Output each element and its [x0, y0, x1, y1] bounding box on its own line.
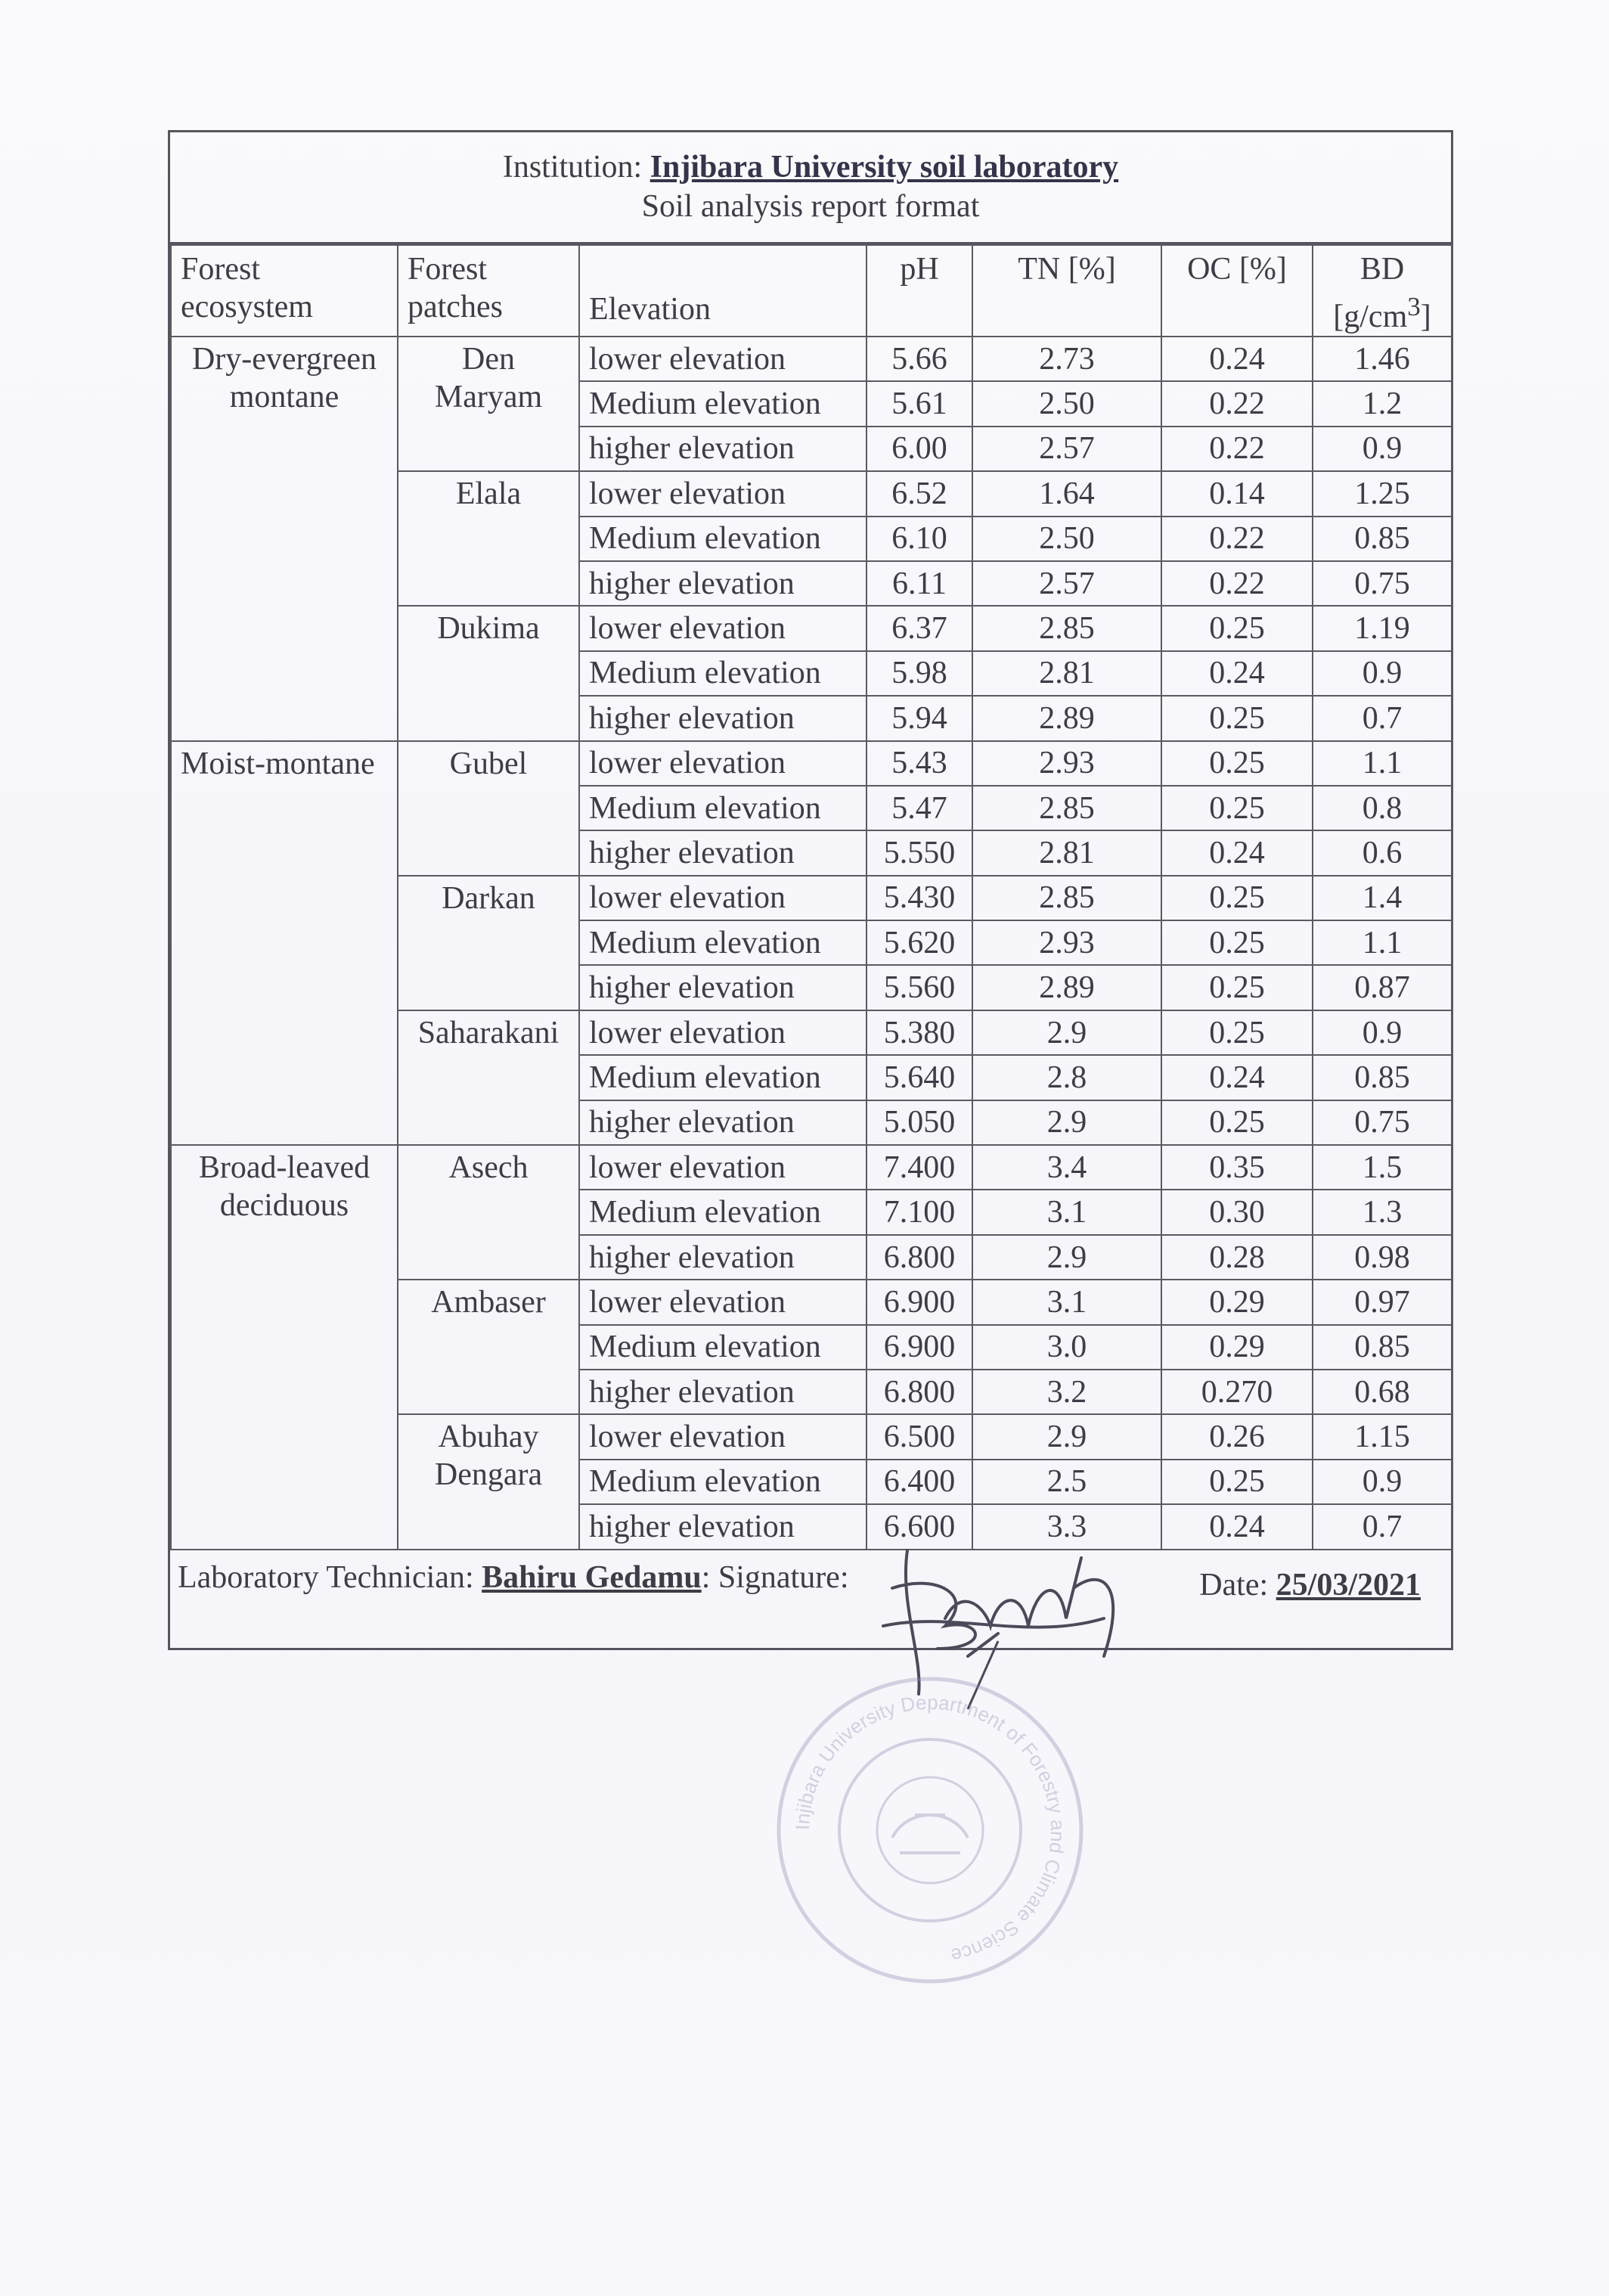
tn-cell: 2.81 — [972, 830, 1161, 875]
ph-cell: 5.050 — [867, 1100, 972, 1145]
ph-cell: 6.800 — [867, 1235, 972, 1280]
bd-cell: 0.9 — [1313, 1010, 1452, 1055]
col-header-patches: Forest patches — [398, 245, 579, 337]
elevation-cell: Medium elevation — [579, 1325, 867, 1370]
elevation-cell: higher elevation — [579, 1100, 867, 1145]
ph-cell: 5.640 — [867, 1055, 972, 1100]
table-header-row — [171, 245, 1452, 337]
bd-cell: 1.4 — [1313, 876, 1452, 920]
ph-cell: 6.00 — [867, 427, 972, 471]
forest-patch-cell: Darkan — [398, 876, 579, 1010]
oc-cell: 0.25 — [1161, 741, 1313, 786]
elevation-cell: higher elevation — [579, 696, 867, 740]
tn-cell: 2.57 — [972, 561, 1161, 606]
report-subtitle: Soil analysis report format — [641, 189, 980, 224]
bd-cell: 1.15 — [1313, 1414, 1452, 1459]
bd-cell: 0.75 — [1313, 1100, 1452, 1145]
bd-cell: 1.2 — [1313, 381, 1452, 426]
bd-label-end: ] — [1420, 299, 1431, 334]
tn-cell: 3.4 — [972, 1145, 1161, 1190]
technician-label: Laboratory Technician: — [178, 1559, 482, 1595]
date-value: 25/03/2021 — [1276, 1567, 1421, 1603]
elevation-cell: lower elevation — [579, 471, 867, 516]
ph-cell: 5.66 — [867, 337, 972, 381]
official-stamp — [764, 1664, 1096, 1997]
tn-cell: 2.9 — [972, 1414, 1161, 1459]
elevation-cell: lower elevation — [579, 606, 867, 650]
tn-cell: 3.0 — [972, 1325, 1161, 1370]
tn-cell: 2.9 — [972, 1010, 1161, 1055]
bd-unit-superscript: 3 — [1407, 292, 1421, 321]
elevation-cell: lower elevation — [579, 337, 867, 381]
forest-patch-cell: Elala — [398, 471, 579, 606]
elevation-cell: Medium elevation — [579, 1055, 867, 1100]
soil-data-table — [170, 244, 1452, 1550]
elevation-cell: Medium elevation — [579, 381, 867, 426]
seal-text: Injibara University Department of Forestry and Climate Science — [790, 1690, 1070, 1968]
elevation-cell: higher elevation — [579, 561, 867, 606]
elevation-cell: lower elevation — [579, 1010, 867, 1055]
signature-label: : Signature: — [701, 1559, 849, 1595]
ph-cell: 6.800 — [867, 1370, 972, 1414]
bd-cell: 1.1 — [1313, 741, 1452, 786]
oc-cell: 0.28 — [1161, 1235, 1313, 1280]
oc-cell: 0.35 — [1161, 1145, 1313, 1190]
oc-cell: 0.24 — [1161, 1504, 1313, 1549]
elevation-cell: Medium elevation — [579, 651, 867, 696]
oc-cell: 0.29 — [1161, 1325, 1313, 1370]
table-row — [171, 337, 1452, 381]
tn-cell: 3.3 — [972, 1504, 1161, 1549]
bd-cell: 0.8 — [1313, 786, 1452, 830]
oc-cell: 0.25 — [1161, 1010, 1313, 1055]
oc-cell: 0.25 — [1161, 696, 1313, 740]
ph-cell: 5.47 — [867, 786, 972, 830]
oc-cell: 0.24 — [1161, 337, 1313, 381]
elevation-cell: higher elevation — [579, 427, 867, 471]
oc-cell: 0.25 — [1161, 965, 1313, 1010]
bd-cell: 0.7 — [1313, 1504, 1452, 1549]
elevation-cell: Medium elevation — [579, 1190, 867, 1234]
col-header-elevation: Elevation — [579, 245, 867, 337]
oc-cell: 0.25 — [1161, 920, 1313, 965]
forest-ecosystem-cell: Moist-montane — [171, 741, 398, 1146]
date-label: Date: — [1199, 1567, 1276, 1603]
oc-cell: 0.24 — [1161, 830, 1313, 875]
oc-cell: 0.22 — [1161, 427, 1313, 471]
institution-line — [170, 147, 1451, 187]
bd-cell: 0.97 — [1313, 1280, 1452, 1324]
oc-cell: 0.270 — [1161, 1370, 1313, 1414]
table-row — [171, 1145, 1452, 1190]
tn-cell: 2.57 — [972, 427, 1161, 471]
tn-cell: 3.2 — [972, 1370, 1161, 1414]
tn-cell: 2.89 — [972, 965, 1161, 1010]
ph-cell: 5.61 — [867, 381, 972, 426]
col-header-ecosystem: Forest ecosystem — [171, 245, 398, 337]
tn-cell: 2.85 — [972, 606, 1161, 650]
ph-cell: 5.620 — [867, 920, 972, 965]
oc-cell: 0.25 — [1161, 606, 1313, 650]
forest-patch-cell: Asech — [398, 1145, 579, 1280]
tn-cell: 2.9 — [972, 1100, 1161, 1145]
tn-cell: 2.85 — [972, 876, 1161, 920]
bd-cell: 0.68 — [1313, 1370, 1452, 1414]
elevation-cell: Medium elevation — [579, 517, 867, 561]
ph-cell: 6.400 — [867, 1460, 972, 1504]
forest-patch-cell: Den Maryam — [398, 337, 579, 471]
ph-cell: 5.43 — [867, 741, 972, 786]
tn-cell: 2.50 — [972, 517, 1161, 561]
bd-cell: 0.7 — [1313, 696, 1452, 740]
bd-label: BD [g/cm — [1333, 252, 1408, 334]
tn-cell: 2.9 — [972, 1235, 1161, 1280]
elevation-cell: Medium elevation — [579, 1460, 867, 1504]
tn-cell: 3.1 — [972, 1280, 1161, 1324]
ph-cell: 6.52 — [867, 471, 972, 516]
elevation-cell: higher elevation — [579, 1504, 867, 1549]
soil-analysis-report — [168, 130, 1453, 1650]
bd-cell: 0.75 — [1313, 561, 1452, 606]
svg-text:Injibara University Department — [791, 1691, 1069, 1968]
oc-cell: 0.25 — [1161, 876, 1313, 920]
ph-cell: 5.560 — [867, 965, 972, 1010]
technician-name: Bahiru Gedamu — [482, 1559, 702, 1595]
bd-cell: 0.85 — [1313, 1325, 1452, 1370]
forest-patch-cell: Dukima — [398, 606, 579, 740]
oc-cell: 0.25 — [1161, 786, 1313, 830]
ph-cell: 5.94 — [867, 696, 972, 740]
elevation-cell: higher elevation — [579, 1370, 867, 1414]
bd-cell: 1.19 — [1313, 606, 1452, 650]
tn-cell: 2.85 — [972, 786, 1161, 830]
bd-cell: 0.6 — [1313, 830, 1452, 875]
bd-cell: 0.9 — [1313, 427, 1452, 471]
tn-cell: 1.64 — [972, 471, 1161, 516]
ph-cell: 6.900 — [867, 1325, 972, 1370]
ph-cell: 6.600 — [867, 1504, 972, 1549]
col-header-bd — [1313, 245, 1452, 337]
oc-cell: 0.24 — [1161, 1055, 1313, 1100]
oc-cell: 0.30 — [1161, 1190, 1313, 1234]
oc-cell: 0.26 — [1161, 1414, 1313, 1459]
oc-cell: 0.22 — [1161, 561, 1313, 606]
table-row — [171, 741, 1452, 786]
bd-cell: 0.85 — [1313, 517, 1452, 561]
bd-cell: 1.5 — [1313, 1145, 1452, 1190]
tn-cell: 2.93 — [972, 741, 1161, 786]
ph-cell: 7.100 — [867, 1190, 972, 1234]
tn-cell: 2.73 — [972, 337, 1161, 381]
ph-cell: 6.10 — [867, 517, 972, 561]
tn-cell: 2.8 — [972, 1055, 1161, 1100]
institution-label: Institution: — [502, 150, 650, 185]
forest-ecosystem-cell: Dry-evergreen montane — [171, 337, 398, 741]
ph-cell: 5.550 — [867, 830, 972, 875]
ph-cell: 5.430 — [867, 876, 972, 920]
tn-cell: 3.1 — [972, 1190, 1161, 1234]
oc-cell: 0.29 — [1161, 1280, 1313, 1324]
tn-cell: 2.81 — [972, 651, 1161, 696]
ph-cell: 6.900 — [867, 1280, 972, 1324]
ph-cell: 7.400 — [867, 1145, 972, 1190]
col-header-oc: OC [%] — [1161, 245, 1313, 337]
elevation-cell: lower elevation — [579, 1280, 867, 1324]
elevation-cell: lower elevation — [579, 876, 867, 920]
bd-cell: 1.25 — [1313, 471, 1452, 516]
elevation-cell: higher elevation — [579, 965, 867, 1010]
forest-ecosystem-cell: Broad-leaved deciduous — [171, 1145, 398, 1550]
table-body — [171, 337, 1452, 1550]
elevation-cell: Medium elevation — [579, 786, 867, 830]
bd-cell: 0.9 — [1313, 1460, 1452, 1504]
tn-cell: 2.5 — [972, 1460, 1161, 1504]
bd-cell: 0.9 — [1313, 651, 1452, 696]
bd-cell: 1.3 — [1313, 1190, 1452, 1234]
oc-cell: 0.22 — [1161, 381, 1313, 426]
elevation-cell: lower elevation — [579, 741, 867, 786]
oc-cell: 0.25 — [1161, 1460, 1313, 1504]
report-footer — [170, 1550, 1451, 1640]
tn-cell: 2.93 — [972, 920, 1161, 965]
tn-cell: 2.89 — [972, 696, 1161, 740]
bd-cell: 1.1 — [1313, 920, 1452, 965]
oc-cell: 0.25 — [1161, 1100, 1313, 1145]
oc-cell: 0.14 — [1161, 471, 1313, 516]
forest-patch-cell: Saharakani — [398, 1010, 579, 1145]
oc-cell: 0.22 — [1161, 517, 1313, 561]
report-header — [170, 132, 1451, 244]
date-line — [1199, 1567, 1421, 1603]
elevation-cell: lower elevation — [579, 1414, 867, 1459]
col-header-tn: TN [%] — [972, 245, 1161, 337]
ph-cell: 6.500 — [867, 1414, 972, 1459]
bd-cell: 0.85 — [1313, 1055, 1452, 1100]
elevation-cell: lower elevation — [579, 1145, 867, 1190]
forest-patch-cell: Abuhay Dengara — [398, 1414, 579, 1549]
bd-cell: 1.46 — [1313, 337, 1452, 381]
bd-cell: 0.98 — [1313, 1235, 1452, 1280]
ph-cell: 6.37 — [867, 606, 972, 650]
col-header-ph: pH — [867, 245, 972, 337]
forest-patch-cell: Ambaser — [398, 1280, 579, 1414]
ph-cell: 5.98 — [867, 651, 972, 696]
forest-patch-cell: Gubel — [398, 741, 579, 876]
institution-name: Injibara University soil laboratory — [649, 150, 1119, 185]
elevation-cell: higher elevation — [579, 830, 867, 875]
bd-cell: 0.87 — [1313, 965, 1452, 1010]
elevation-cell: Medium elevation — [579, 920, 867, 965]
ph-cell: 6.11 — [867, 561, 972, 606]
ph-cell: 5.380 — [867, 1010, 972, 1055]
technician-line — [178, 1559, 849, 1596]
elevation-cell: higher elevation — [579, 1235, 867, 1280]
oc-cell: 0.24 — [1161, 651, 1313, 696]
tn-cell: 2.50 — [972, 381, 1161, 426]
